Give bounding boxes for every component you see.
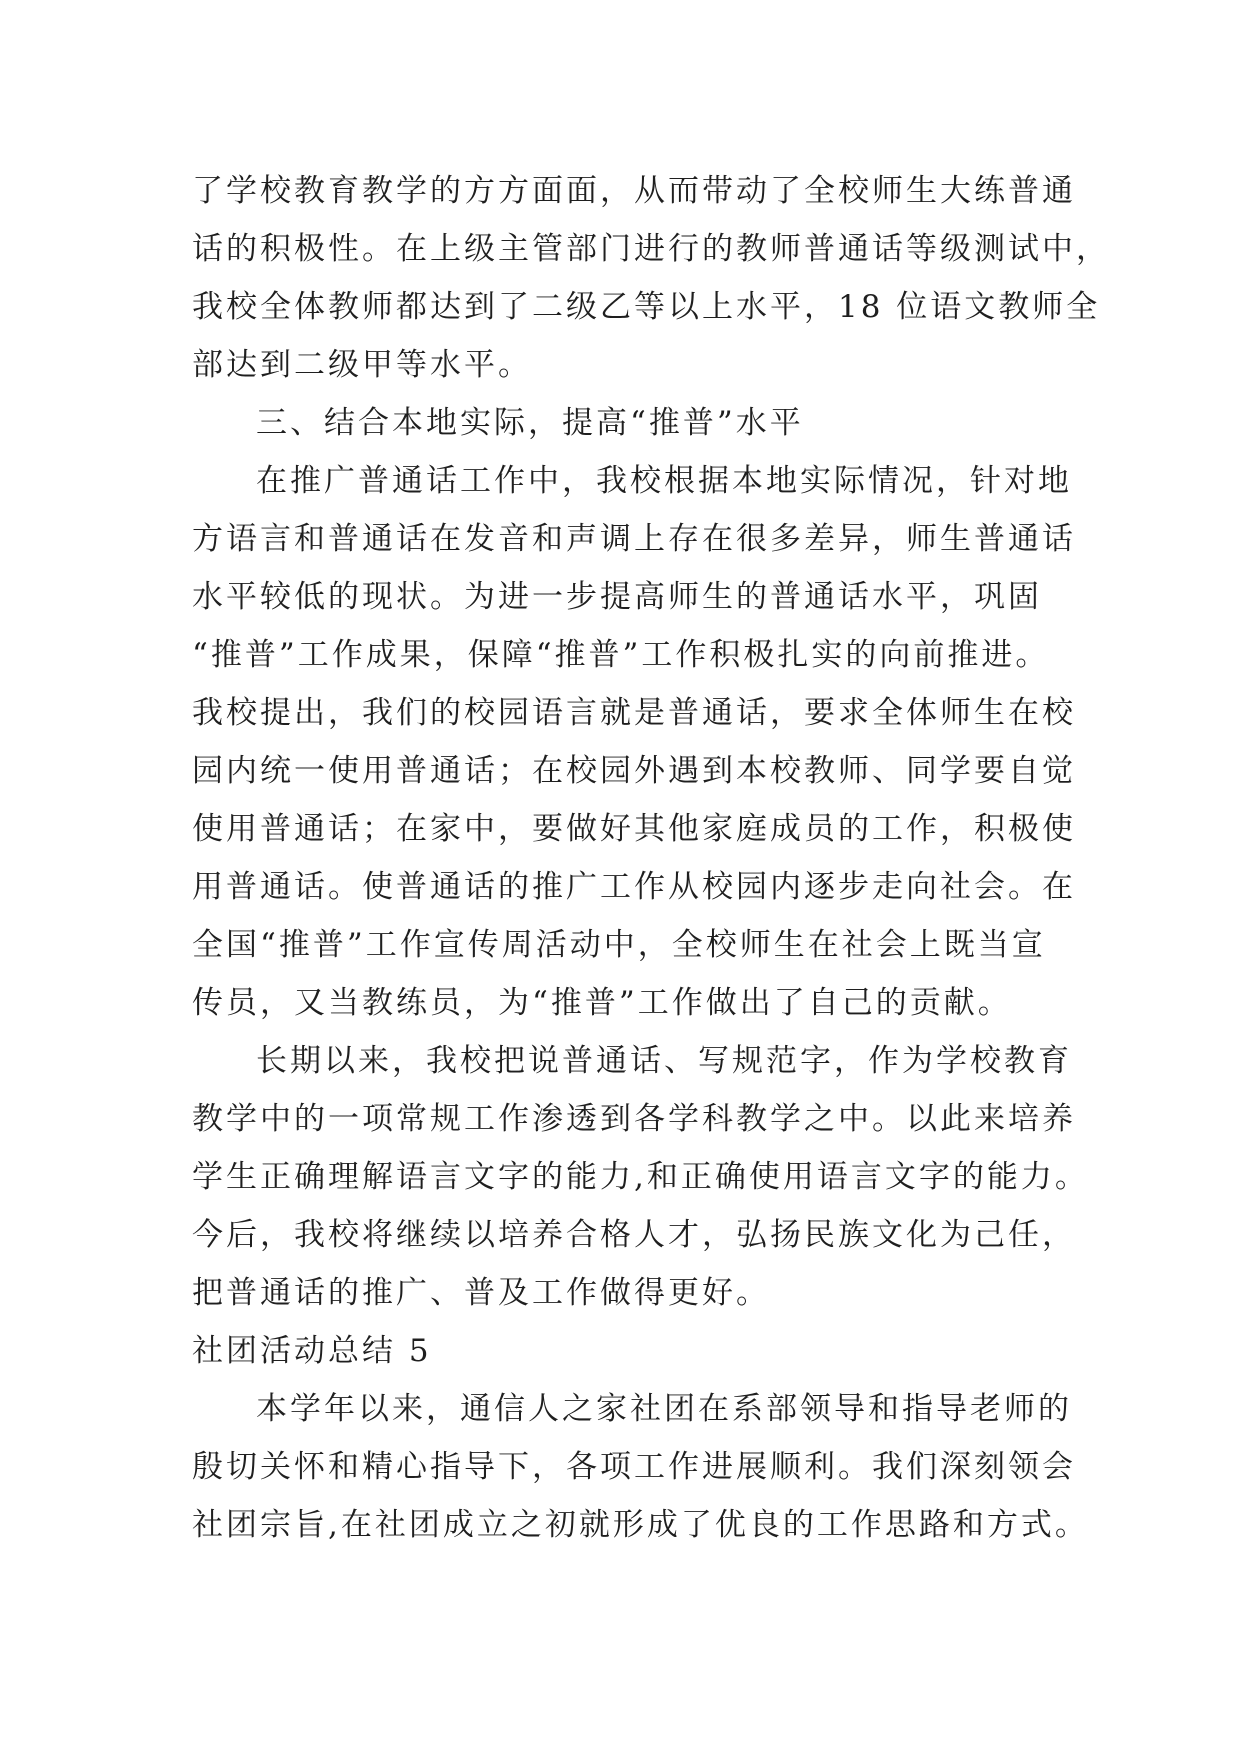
text-line: 水平较低的现状。为进一步提高师生的普通话水平，巩固 bbox=[192, 579, 1042, 615]
text-line: 传员，又当教练员，为“推普”工作做出了自己的贡献。 bbox=[192, 985, 1012, 1021]
text-line: 学生正确理解语言文字的能力,和正确使用语言文字的能力。 bbox=[192, 1159, 1089, 1195]
text-line: 我校提出，我们的校园语言就是普通话，要求全体师生在校 bbox=[192, 695, 1076, 731]
text-line: 我校全体教师都达到了二级乙等以上水平，18 位语文教师全 bbox=[192, 289, 1101, 325]
text-line: 社团宗旨,在社团成立之初就形成了优良的工作思路和方式。 bbox=[192, 1507, 1089, 1543]
text-line: 把普通话的推广、普及工作做得更好。 bbox=[192, 1275, 770, 1311]
text-line: 今后，我校将继续以培养合格人才，弘扬民族文化为己任， bbox=[192, 1217, 1076, 1253]
section-heading: 三、结合本地实际，提高“推普”水平 bbox=[256, 405, 804, 441]
text-line: 方语言和普通话在发音和声调上存在很多差异，师生普通话 bbox=[192, 521, 1076, 557]
text-line: 用普通话。使普通话的推广工作从校园内逐步走向社会。在 bbox=[192, 869, 1076, 905]
text-line: “推普”工作成果，保障“推普”工作积极扎实的向前推进。 bbox=[192, 637, 1050, 673]
paragraph-start-line: 长期以来，我校把说普通话、写规范字，作为学校教育 bbox=[256, 1043, 1072, 1079]
text-line: 使用普通话；在家中，要做好其他家庭成员的工作，积极使 bbox=[192, 811, 1076, 847]
text-line: 话的积极性。在上级主管部门进行的教师普通话等级测试中， bbox=[192, 231, 1110, 267]
text-line: 园内统一使用普通话；在校园外遇到本校教师、同学要自觉 bbox=[192, 753, 1076, 789]
text-line: 部达到二级甲等水平。 bbox=[192, 347, 532, 383]
document-body bbox=[192, 162, 1110, 1554]
text-line: 教学中的一项常规工作渗透到各学科教学之中。以此来培养 bbox=[192, 1101, 1076, 1137]
text-line: 殷切关怀和精心指导下，各项工作进展顺利。我们深刻领会 bbox=[192, 1449, 1076, 1485]
paragraph-start-line: 本学年以来，通信人之家社团在系部领导和指导老师的 bbox=[256, 1391, 1072, 1427]
section-title: 社团活动总结 5 bbox=[192, 1333, 432, 1369]
text-line: 全国“推普”工作宣传周活动中，全校师生在社会上既当宣 bbox=[192, 927, 1046, 963]
paragraph-start-line: 在推广普通话工作中，我校根据本地实际情况，针对地 bbox=[256, 463, 1072, 499]
text-line: 了学校教育教学的方方面面，从而带动了全校师生大练普通 bbox=[192, 173, 1076, 209]
